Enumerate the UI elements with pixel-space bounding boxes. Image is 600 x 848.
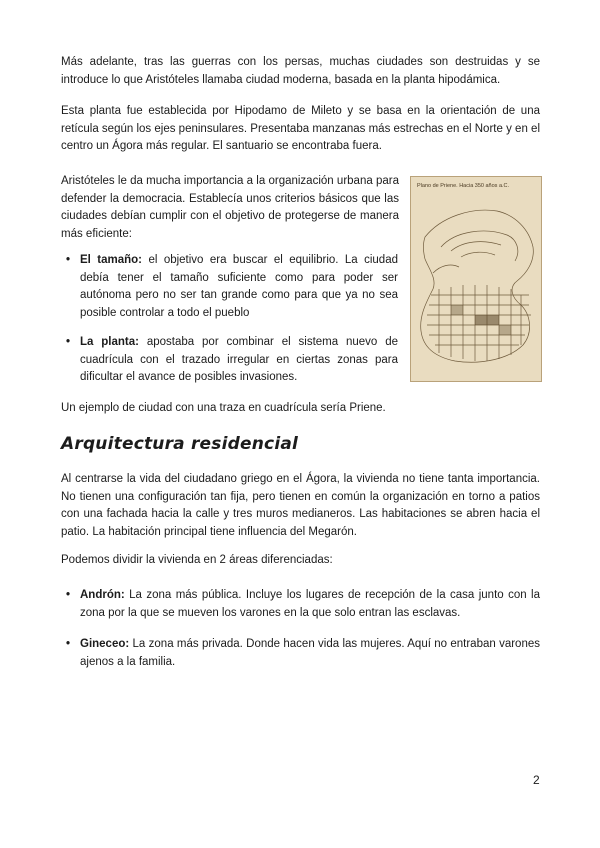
city-plan-map-icon bbox=[411, 177, 542, 382]
list-item-andron bbox=[66, 587, 540, 622]
figure-caption: Plano de Priene. Hacia 350 años a.C. bbox=[417, 183, 510, 189]
paragraph-dividir: Podemos dividir la vivienda en 2 áreas diferenciadas: bbox=[61, 554, 333, 566]
priene-city-plan-figure bbox=[410, 176, 542, 382]
list-item-planta bbox=[66, 334, 398, 387]
page-number: 2 bbox=[533, 773, 540, 787]
list-item-tamano bbox=[66, 252, 398, 322]
list-item-term: El tamaño: bbox=[80, 254, 143, 266]
paragraph-residencial: Al centrarse la vida del ciudadano griego en el Ágora, la vivienda no tiene tanta importancia. No tienen una configuración tan fija, pero tienen en común la organización en torno a patios con una fachada hacia la calle y tres muros medianeros. Las habitaciones se abren hacia el patio. La habitación principal tiene influencia del Megarón. bbox=[61, 473, 540, 538]
section-heading: Arquitectura residencial bbox=[61, 434, 299, 454]
bullet-dot: • bbox=[66, 589, 71, 601]
paragraph-intro-1: Más adelante, tras las guerras con los persas, muchas ciudades son destruidas y se introduce lo que Aristóteles llamaba ciudad moderna, basada en la planta hipodámica. bbox=[61, 56, 540, 86]
paragraph-intro-2: Esta planta fue establecida por Hipodamo de Mileto y se basa en la orientación de una retícula según los ejes peninsulares. Presentaba manzanas más estrechas en el Norte y en el centro un Ágora más regular. El santuario se encontraba fuera. bbox=[61, 105, 540, 152]
bullet-dot: • bbox=[66, 638, 71, 650]
paragraph-aristoteles: Aristóteles le da mucha importancia a la organización urbana para defender la democracia. Establecía unos criterios básicos que las ciudades debían cumplir con el objetivo de protegerse de manera más eficiente: bbox=[61, 175, 399, 240]
bullet-dot: • bbox=[66, 254, 71, 266]
bullet-dot: • bbox=[66, 336, 71, 348]
list-item-text: La zona más pública. Incluye los lugares de recepción de la casa junto con la zona por la que se mueven los varones en la que solo entran las esclavas. bbox=[80, 589, 540, 619]
list-item-term: Andrón: bbox=[80, 589, 125, 601]
list-item-text: el objetivo era buscar el equilibrio. La ciudad debía tener el tamaño suficiente como para poder ser autónoma pero no ser tan grande como para que ya no sea posible controlar a todo el pueblo bbox=[80, 254, 398, 319]
list-item-term: La planta: bbox=[80, 336, 139, 348]
paragraph-priene: Un ejemplo de ciudad con una traza en cuadrícula sería Priene. bbox=[61, 402, 386, 414]
list-item-text: apostaba por combinar el sistema nuevo de cuadrícula con el trazado irregular en ciertas zonas para dificultar el avance de posibles invasiones. bbox=[80, 336, 398, 383]
list-item-term: Gineceo: bbox=[80, 638, 130, 650]
list-item-text: La zona más privada. Donde hacen vida las mujeres. Aquí no entraban varones ajenos a la familia. bbox=[80, 638, 540, 668]
list-item-gineceo bbox=[66, 636, 540, 671]
